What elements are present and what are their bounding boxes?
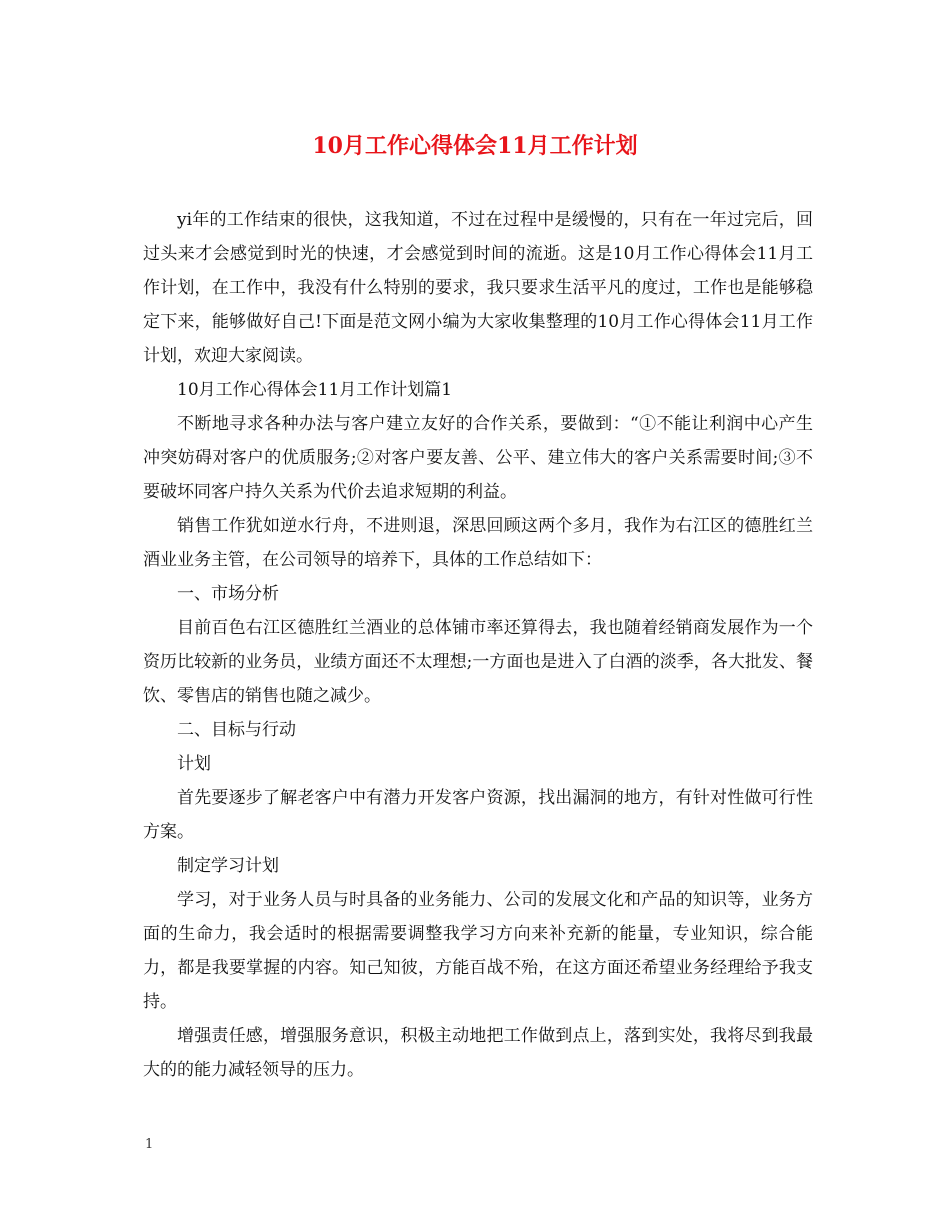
heading-goals-actions: 二、目标与行动 [177, 720, 296, 740]
page-number: 1 [145, 1137, 154, 1152]
paragraph-study-plan: 学习，对于业务人员与时具备的业务能力、公司的发展文化和产品的知识等，业务方面的生命力，我会适时的根据需要调整我学习方向来补充新的能量，专业知识，综合能力，都是我要掌握的内容。知己知彼，方能百战不殆，在这方面还希望业务经理给予我支持。 [143, 890, 813, 1012]
heading-market-analysis: 一、市场分析 [177, 584, 279, 604]
section-heading-article-1: 10月工作心得体会11月工作计划篇1 [177, 380, 453, 400]
paragraph-plan: 首先要逐步了解老客户中有潜力开发客户资源，找出漏洞的地方，有针对性做可行性方案。 [143, 788, 813, 842]
heading-study-plan: 制定学习计划 [177, 856, 279, 876]
document-title: 10月工作心得体会11月工作计划 [312, 133, 638, 159]
intro-paragraph: yi年的工作结束的很快，这我知道，不过在过程中是缓慢的，只有在一年过完后，回过头来才会感觉到时光的快速，才会感觉到时间的流逝。这是10月工作心得体会11月工作计划，在工作中，我没有什么特别的要求，我只要求生活平凡的度过，工作也是能够稳定下来，能够做好自己!下面是范文网小编为大家收集整理的10月工作心得体会11月工作计划，欢迎大家阅读。 [143, 210, 813, 366]
paragraph-customer-relations: 不断地寻求各种办法与客户建立友好的合作关系，要做到：“①不能让利润中心产生冲突妨碍对客户的优质服务;②对客户要友善、公平、建立伟大的客户关系需要时间;③不要破坏同客户持久关系为代价去追求短期的利益。 [143, 414, 813, 502]
paragraph-market-analysis: 目前百色右江区德胜红兰酒业的总体铺市率还算得去，我也随着经销商发展作为一个资历比较新的业务员，业绩方面还不太理想;一方面也是进入了白酒的淡季，各大批发、餐饮、零售店的销售也随之减少。 [143, 618, 813, 706]
paragraph-sales-review: 销售工作犹如逆水行舟，不进则退，深思回顾这两个多月，我作为右江区的德胜红兰酒业业务主管，在公司领导的培养下，具体的工作总结如下： [143, 516, 813, 570]
paragraph-responsibility: 增强责任感，增强服务意识，积极主动地把工作做到点上，落到实处，我将尽到我最大的的能力减轻领导的压力。 [143, 1026, 813, 1080]
document-body [143, 203, 813, 1087]
heading-plan: 计划 [177, 754, 211, 774]
